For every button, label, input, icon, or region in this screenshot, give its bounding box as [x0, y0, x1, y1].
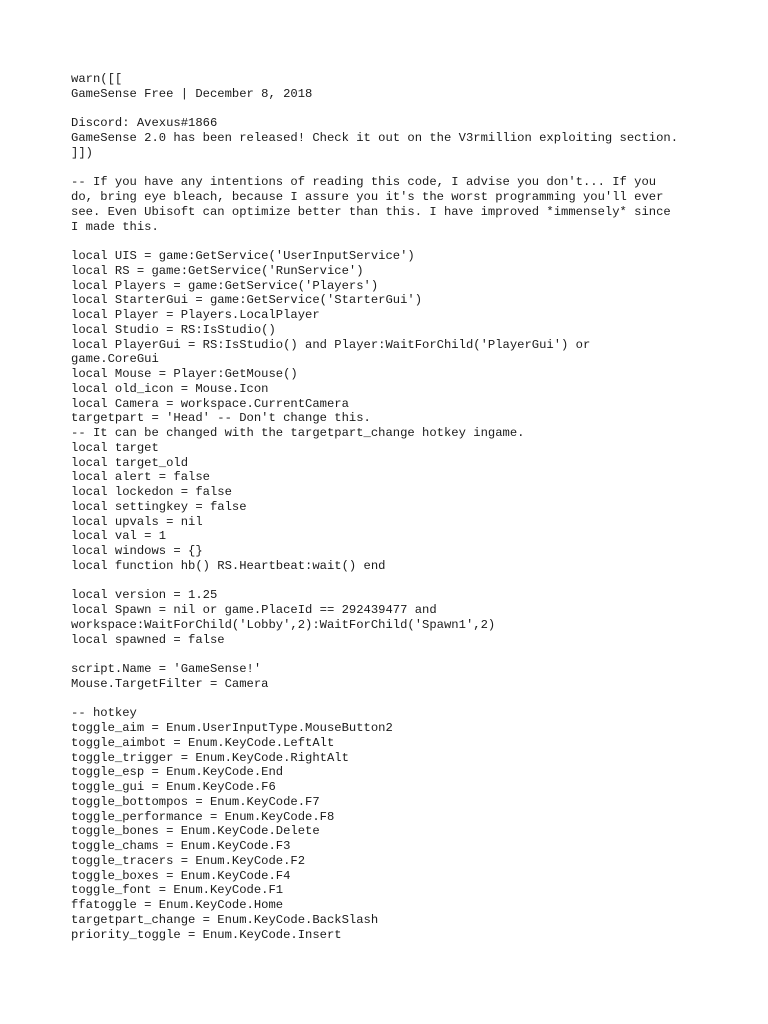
code-line: local val = 1 [71, 529, 167, 544]
code-line: toggle_bones = Enum.KeyCode.Delete [71, 824, 320, 839]
code-line: toggle_esp = Enum.KeyCode.End [71, 765, 284, 780]
code-line: local Players = game:GetService('Players') [71, 278, 379, 293]
code-line: local UIS = game:GetService('UserInputService') [71, 249, 415, 263]
code-line: targetpart_change = Enum.KeyCode.BackSlash [71, 912, 379, 927]
code-line: local settingkey = false [71, 499, 247, 514]
code-line: workspace:WaitForChild('Lobby',2):WaitForChild('Spawn1',2) [71, 617, 496, 632]
code-line: ffatoggle = Enum.KeyCode.Home [71, 898, 284, 912]
code-line: toggle_gui = Enum.KeyCode.F6 [71, 780, 276, 794]
blank-line [71, 234, 751, 249]
code-line: ]]) [71, 145, 93, 160]
document-page [71, 72, 751, 942]
code-line: toggle_tracers = Enum.KeyCode.F2 [71, 853, 306, 868]
code-line: Discord: Avexus#1866 [71, 116, 218, 131]
code-line: -- It can be changed with the targetpart_change hotkey ingame. [71, 426, 525, 440]
code-line: local Spawn = nil or game.PlaceId == 292439477 and [71, 603, 437, 617]
code-line: targetpart = 'Head' -- Don't change this. [71, 411, 371, 426]
code-line: I made this. [71, 219, 159, 234]
code-line: local PlayerGui = RS:IsStudio() and Player:WaitForChild('PlayerGui') or [71, 337, 591, 352]
code-line: GameSense Free | December 8, 2018 [71, 86, 313, 101]
code-line: local version = 1.25 [71, 588, 218, 603]
blank-line [71, 102, 751, 117]
code-line: toggle_aim = Enum.UserInputType.MouseButton2 [71, 721, 393, 735]
code-line: do, bring eye bleach, because I assure you it's the worst programming you'll ever [71, 190, 664, 204]
code-line: toggle_trigger = Enum.KeyCode.RightAlt [71, 750, 349, 765]
code-line: see. Even Ubisoft can optimize better than this. I have improved *immensely* since [71, 204, 671, 219]
code-line: local Mouse = Player:GetMouse() [71, 367, 298, 381]
code-line: -- hotkey [71, 706, 137, 721]
blank-line [71, 647, 751, 662]
code-line: local upvals = nil [71, 514, 203, 529]
code-line: priority_toggle = Enum.KeyCode.Insert [71, 927, 342, 942]
code-line: local function hb() RS.Heartbeat:wait() end [71, 558, 386, 573]
blank-line [71, 692, 751, 707]
code-line: local Player = Players.LocalPlayer [71, 308, 320, 322]
code-line: local target [71, 440, 159, 455]
code-line: local Studio = RS:IsStudio() [71, 322, 276, 337]
code-line: local spawned = false [71, 632, 225, 647]
code-line: toggle_performance = Enum.KeyCode.F8 [71, 809, 335, 824]
code-line: toggle_bottompos = Enum.KeyCode.F7 [71, 794, 320, 809]
code-line: local Camera = workspace.CurrentCamera [71, 396, 349, 411]
code-line: local RS = game:GetService('RunService') [71, 263, 364, 278]
code-line: warn([[ [71, 72, 123, 86]
code-line: toggle_boxes = Enum.KeyCode.F4 [71, 868, 291, 883]
code-line: game.CoreGui [71, 352, 159, 367]
code-line: toggle_font = Enum.KeyCode.F1 [71, 883, 284, 898]
code-line: toggle_chams = Enum.KeyCode.F3 [71, 839, 291, 853]
code-line: local old_icon = Mouse.Icon [71, 381, 269, 396]
code-line: Mouse.TargetFilter = Camera [71, 676, 269, 691]
code-line: local target_old [71, 455, 189, 470]
code-line: local lockedon = false [71, 485, 232, 499]
code-line: script.Name = 'GameSense!' [71, 662, 262, 676]
code-line: local StarterGui = game:GetService('StarterGui') [71, 293, 423, 308]
code-line: -- If you have any intentions of reading this code, I advise you don't... If you [71, 175, 657, 190]
blank-line [71, 574, 751, 589]
code-line: local alert = false [71, 470, 210, 485]
code-line: local windows = {} [71, 544, 203, 558]
code-line: GameSense 2.0 has been released! Check it out on the V3rmillion exploiting section. [71, 131, 679, 145]
blank-line [71, 161, 751, 176]
code-line: toggle_aimbot = Enum.KeyCode.LeftAlt [71, 735, 335, 750]
